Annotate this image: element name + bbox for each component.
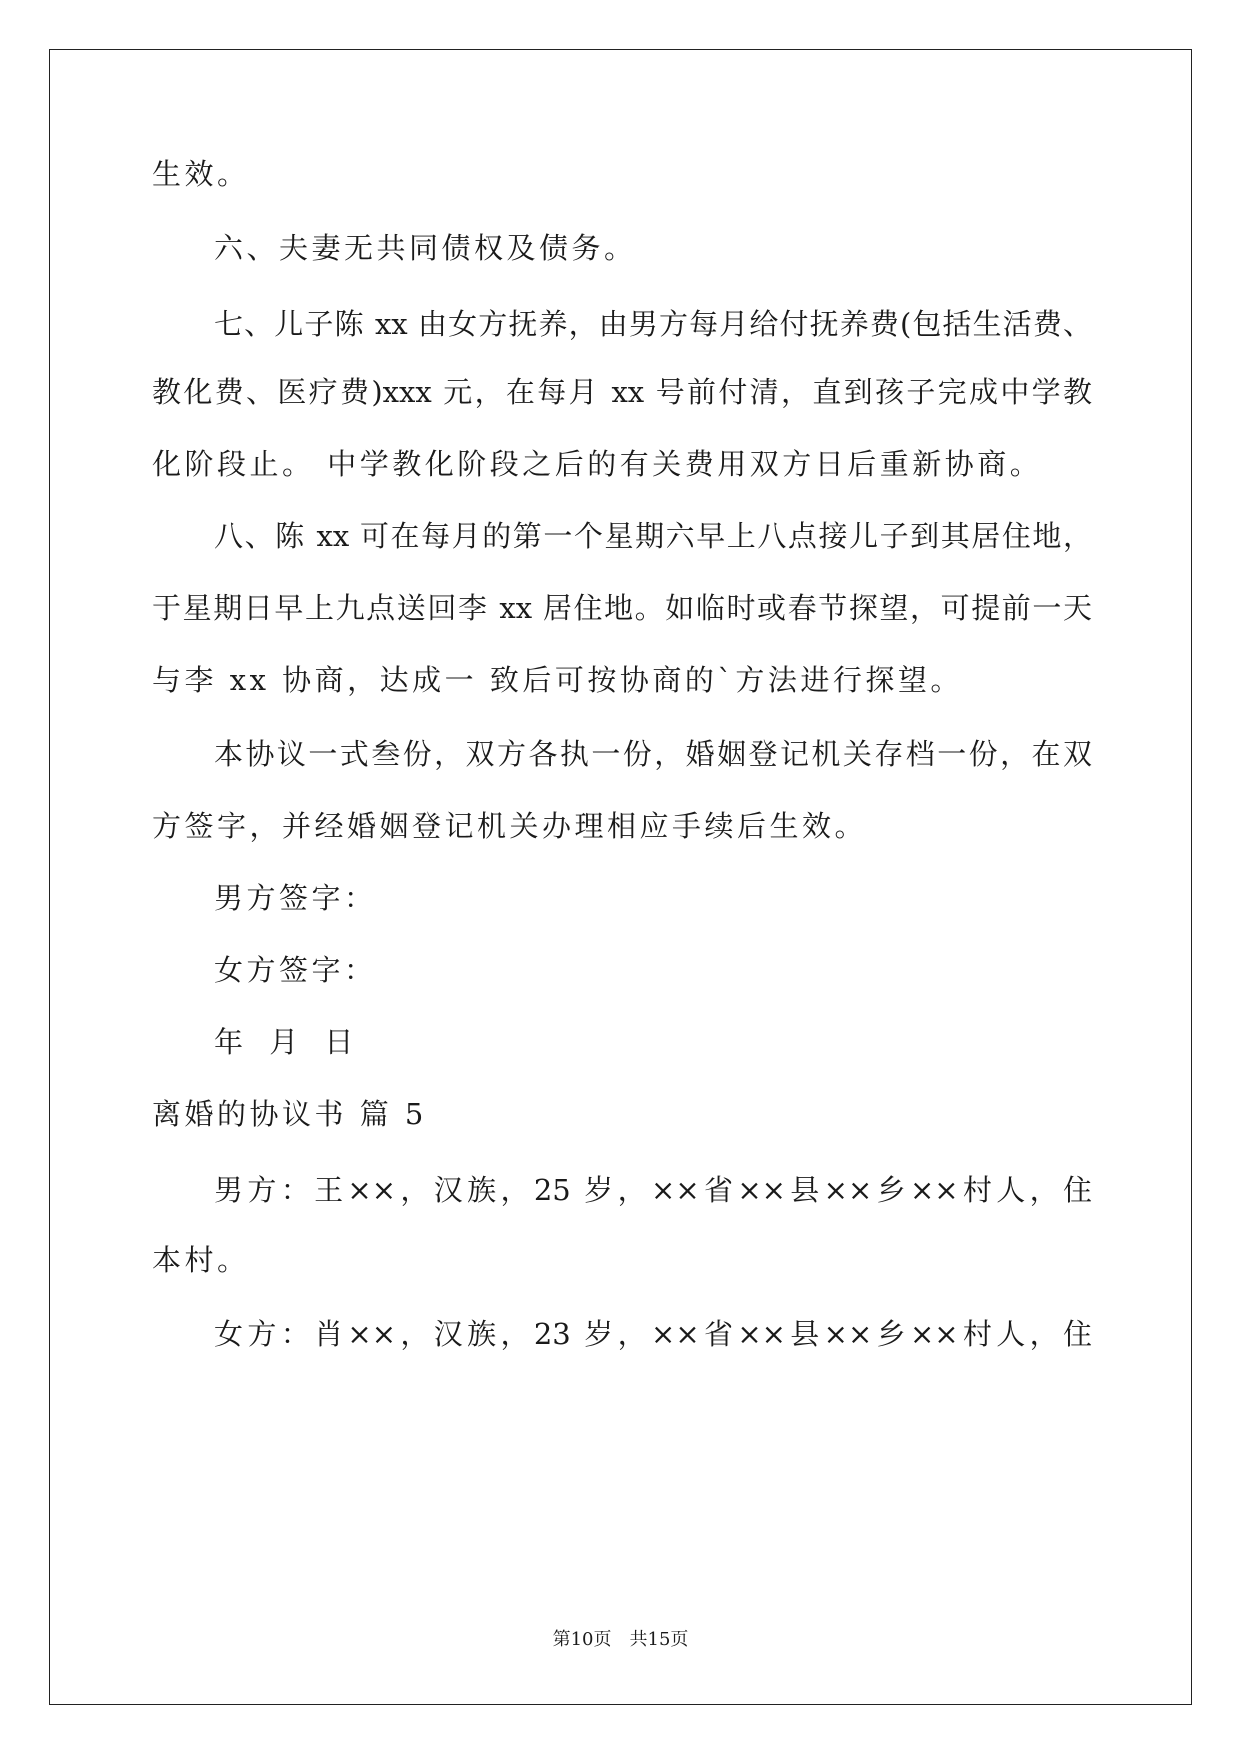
paragraph-line: 七、儿子陈 xx 由女方抚养，由男方每月给付抚养费(包括生活费、: [214, 307, 1092, 341]
paragraph-line: 于星期日早上九点送回李 xx 居住地。如临时或春节探望，可提前一天: [152, 591, 1092, 625]
paragraph-line: 教化费、医疗费)xxx 元，在每月 xx 号前付清，直到孩子完成中学教: [152, 375, 1092, 409]
paragraph-line: 本协议一式叁份，双方各执一份，婚姻登记机关存档一份，在双: [214, 737, 1092, 771]
page-number: 第10页 共15页: [552, 1629, 689, 1650]
signature-male-label: 男方签字：: [214, 881, 377, 915]
paragraph-line: 与李 xx 协商，达成一 致后可按协商的`方法进行探望。: [152, 663, 963, 697]
date-line: 年 月 日: [214, 1025, 357, 1059]
paragraph-line: 方签字，并经婚姻登记机关办理相应手续后生效。: [152, 809, 868, 843]
page-border: [49, 49, 1192, 1705]
paragraph-line: 化阶段止。 中学教化阶段之后的有关费用双方日后重新协商。: [152, 447, 1043, 481]
section-heading: 离婚的协议书 篇 5: [152, 1097, 427, 1131]
paragraph-line: 本村。: [152, 1243, 250, 1277]
paragraph-line: 六、夫妻无共同债权及债务。: [214, 231, 637, 265]
paragraph-line: 男方：王××，汉族，25 岁，××省××县××乡××村人，住: [214, 1173, 1092, 1207]
paragraph-line: 女方：肖××，汉族，23 岁，××省××县××乡××村人，住: [214, 1317, 1092, 1351]
signature-female-label: 女方签字：: [214, 953, 377, 987]
paragraph-line: 生效。: [152, 157, 250, 191]
paragraph-line: 八、陈 xx 可在每月的第一个星期六早上八点接儿子到其居住地，: [214, 519, 1092, 553]
